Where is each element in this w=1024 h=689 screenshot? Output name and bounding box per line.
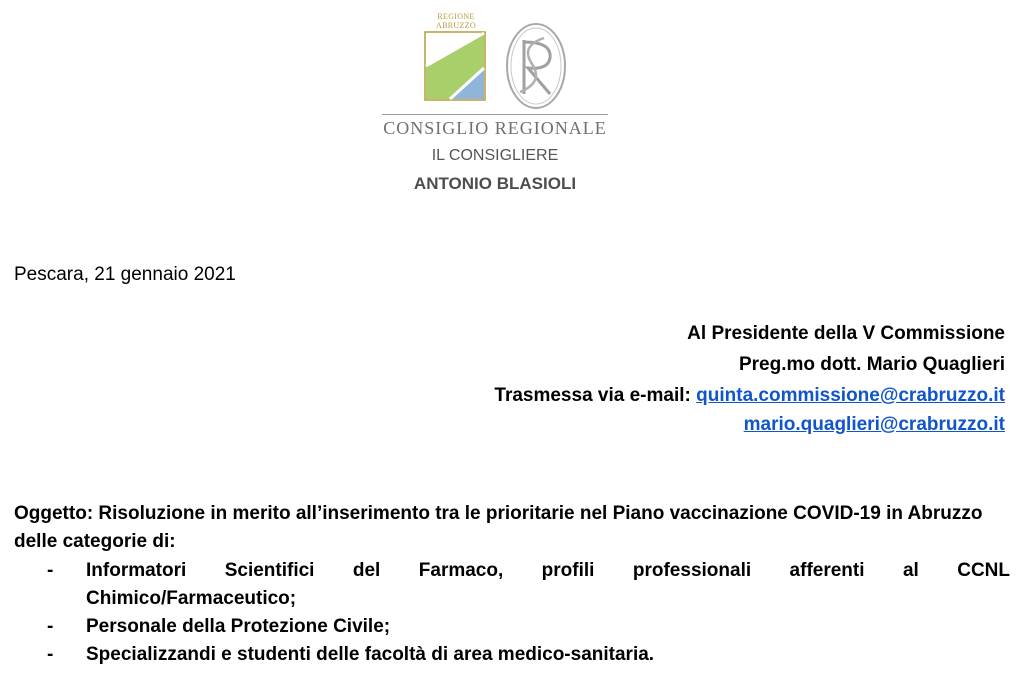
email-link-commission[interactable]: quinta.commissione@crabruzzo.it	[696, 385, 1005, 406]
list-dash: -	[47, 616, 54, 637]
consiglio-monogram-icon	[507, 24, 565, 108]
list-item	[14, 613, 1010, 641]
councillor-role: IL CONSIGLIERE	[431, 147, 559, 164]
recipient-email-row-2	[305, 414, 1005, 436]
list-item	[14, 641, 1010, 669]
councillor-name: ANTONIO BLASIOLI	[413, 174, 577, 193]
list-dash: -	[47, 560, 54, 581]
recipient-line1: Al Presidente della V Commissione	[687, 323, 1005, 344]
region-line2: ABRUZZO	[436, 21, 476, 30]
regional-logos-icon	[420, 8, 580, 116]
category-list	[14, 557, 1010, 669]
region-line1: REGIONE	[437, 12, 475, 21]
letterhead	[0, 0, 1024, 205]
list-item-text: Personale della Protezione Civile;	[86, 616, 391, 637]
list-item-text: Informatori Scientifici del Farmaco, profili professionali afferenti al CCNL	[86, 560, 1010, 581]
letterhead-divider	[382, 114, 608, 115]
subject-paragraph: Oggetto: Risoluzione in merito all’inserimento tra le prioritarie nel Piano vaccinazione COVID-19 in Abruzzo delle categorie di:	[14, 503, 983, 552]
list-dash: -	[47, 644, 54, 665]
sent-label: Trasmessa via e-mail:	[494, 385, 691, 406]
email-link-quaglieri[interactable]: mario.quaglieri@crabruzzo.it	[743, 414, 1005, 435]
recipient-email-row	[305, 385, 1005, 407]
place-date: Pescara, 21 gennaio 2021	[14, 264, 236, 285]
list-item	[14, 557, 1010, 613]
list-item-text: Specializzandi e studenti delle facoltà di area medico-sanitaria.	[86, 644, 655, 665]
list-item-text-continued: Chimico/Farmaceutico;	[86, 588, 297, 609]
recipient-line2: Preg.mo dott. Mario Quaglieri	[738, 354, 1005, 375]
council-name: CONSIGLIO REGIONALE	[383, 118, 607, 138]
abruzzo-shield-icon	[425, 32, 485, 100]
